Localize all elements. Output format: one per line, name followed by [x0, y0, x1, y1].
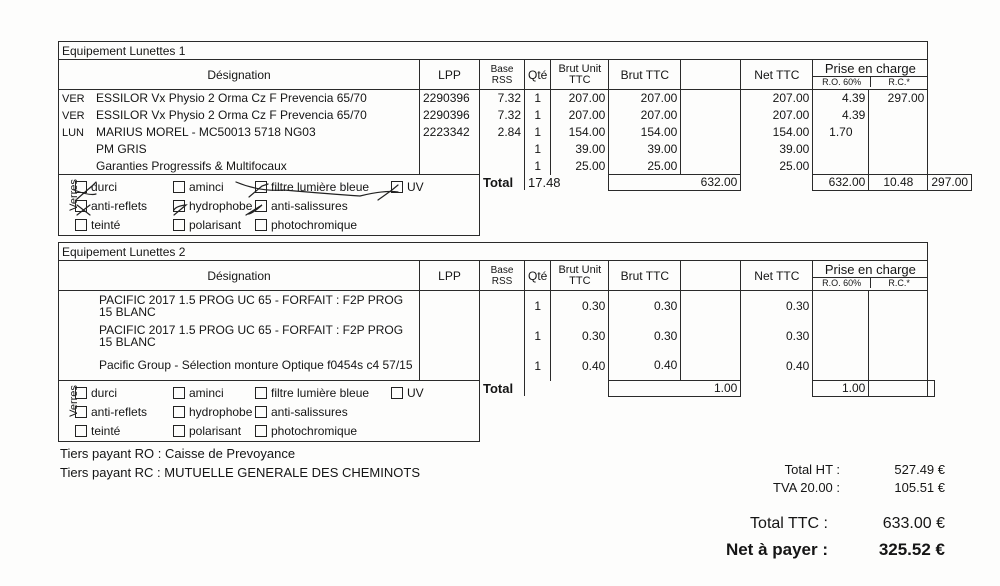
- row-ro: 4.39: [813, 107, 869, 124]
- row-ro: [813, 158, 869, 175]
- table-row: [59, 351, 935, 381]
- qte-header: Qté: [525, 261, 551, 291]
- rc-header: R.C.*: [888, 77, 910, 87]
- row-brut: 0.40: [609, 351, 681, 381]
- row-lpp: 2223342: [420, 124, 480, 141]
- row-ro: 4.39: [813, 90, 869, 107]
- checkbox-hydrophobe[interactable]: [173, 200, 185, 212]
- row-rc: [869, 107, 928, 124]
- option-anti-reflets[interactable]: anti-reflets: [75, 199, 173, 213]
- row-brut: 207.00: [609, 107, 681, 124]
- base-rss-header: Base RSS: [480, 60, 525, 90]
- equipement-1-table: [58, 41, 972, 236]
- brut-ttc-header: Brut TTC: [609, 60, 681, 90]
- checkbox-filtre[interactable]: [255, 181, 267, 193]
- option-teinte[interactable]: teinté: [75, 218, 173, 232]
- lpp-header: LPP: [420, 261, 480, 291]
- row-qte: 1: [525, 90, 551, 107]
- row-base: [480, 158, 525, 175]
- net-a-payer-value: 325.52 €: [878, 540, 945, 559]
- table-row: [59, 124, 972, 141]
- row-ro: 1.70: [813, 124, 869, 141]
- option-filtre-lumiere-bleue[interactable]: filtre lumière bleue: [255, 180, 391, 194]
- checkbox-polarisant[interactable]: [173, 219, 185, 231]
- checkbox-anti-salissures[interactable]: [255, 406, 267, 418]
- checkbox-uv[interactable]: [391, 181, 403, 193]
- checkbox-aminci[interactable]: [173, 181, 185, 193]
- total-net: 632.00: [813, 175, 869, 191]
- table-row: [59, 321, 935, 351]
- row-designation: Pacific Group - Sélection monture Optique f0454s c4 57/15: [59, 351, 420, 381]
- designation-header: Désignation: [59, 261, 420, 291]
- checkbox-teinte[interactable]: [75, 219, 87, 231]
- empty-header: [681, 261, 741, 291]
- row-base: 7.32: [480, 107, 525, 124]
- tiers-payant-rc: Tiers payant RC : MUTUELLE GENERALE DES CHEMINOTS: [60, 465, 420, 480]
- row-code: VER: [62, 110, 85, 122]
- lpp-header: LPP: [420, 60, 480, 90]
- ro-header: R.O. 60%: [813, 278, 871, 288]
- row-rc: [869, 141, 928, 158]
- empty-header: [681, 60, 741, 90]
- row-designation: Garanties Progressifs & Multifocaux: [96, 158, 287, 173]
- total-label: Total: [483, 380, 514, 396]
- total-ht-label: Total HT :: [784, 462, 840, 477]
- option-polarisant[interactable]: polarisant: [173, 424, 255, 438]
- row-net: 0.30: [741, 321, 813, 351]
- row-designation: PM GRIS: [96, 142, 147, 156]
- row-net: 207.00: [741, 107, 813, 124]
- option-photochromique[interactable]: photochromique: [255, 218, 357, 232]
- row-code: VER: [62, 93, 85, 106]
- equipement-2-table: [58, 242, 935, 442]
- checkbox-polarisant[interactable]: [173, 425, 185, 437]
- row-base: 2.84: [480, 124, 525, 141]
- row-rc: [869, 124, 928, 141]
- row-unit: 0.30: [551, 321, 609, 351]
- table-row: [59, 90, 972, 107]
- equipement-1-title: Equipement Lunettes 1: [59, 42, 928, 60]
- checkbox-anti-reflets[interactable]: [75, 200, 87, 212]
- checkbox-photochromique[interactable]: [255, 219, 267, 231]
- row-lpp: 2290396: [420, 90, 480, 107]
- table-row: [59, 158, 972, 175]
- net-ttc-header: Net TTC: [741, 261, 813, 291]
- option-filtre-lumiere-bleue[interactable]: filtre lumière bleue: [255, 386, 391, 400]
- verres-label: Verres: [67, 179, 80, 211]
- checkbox-aminci[interactable]: [173, 387, 185, 399]
- row-brut: 39.00: [609, 141, 681, 158]
- checkbox-filtre[interactable]: [255, 387, 267, 399]
- checkbox-hydrophobe[interactable]: [173, 406, 185, 418]
- row-brut: 0.30: [609, 321, 681, 351]
- row-qte: 1: [525, 124, 551, 141]
- tva-value: 105.51 €: [894, 480, 945, 495]
- row-lpp: 2290396: [420, 107, 480, 124]
- brut-unit-header: Brut Unit TTC: [551, 60, 609, 90]
- total-ro: 10.48: [869, 175, 928, 191]
- row-qte: 1: [525, 291, 551, 321]
- verres-label: Verres: [67, 385, 80, 417]
- option-anti-salissures[interactable]: anti-salissures: [255, 199, 348, 213]
- checkbox-teinte[interactable]: [75, 425, 87, 437]
- row-lpp: [420, 158, 480, 175]
- brut-ttc-header: Brut TTC: [609, 261, 681, 291]
- total-net: 1.00: [813, 381, 869, 397]
- checkbox-photochromique[interactable]: [255, 425, 267, 437]
- row-unit: 154.00: [551, 124, 609, 141]
- row-rc: 297.00: [869, 90, 928, 107]
- option-anti-salissures[interactable]: anti-salissures: [255, 405, 348, 419]
- checkbox-uv[interactable]: [391, 387, 403, 399]
- verres-options: [59, 175, 480, 236]
- option-anti-reflets[interactable]: anti-reflets: [75, 405, 173, 419]
- row-brut: 25.00: [609, 158, 681, 175]
- equipement-2-title: Equipement Lunettes 2: [59, 243, 928, 261]
- prise-en-charge-header: [813, 60, 928, 90]
- option-polarisant[interactable]: polarisant: [173, 218, 255, 232]
- prise-en-charge-title: Prise en charge: [813, 62, 927, 77]
- ro-header: R.O. 60%: [813, 77, 871, 87]
- prise-en-charge-header: [813, 261, 928, 291]
- checkbox-durci[interactable]: [75, 181, 87, 193]
- option-durci[interactable]: durci: [75, 180, 173, 194]
- net-a-payer-label: Net à payer :: [725, 540, 828, 559]
- total-ttc-label: Total TTC :: [750, 515, 828, 532]
- designation-header: Désignation: [59, 60, 420, 90]
- option-hydrophobe[interactable]: hydrophobe: [173, 405, 255, 419]
- row-designation: PACIFIC 2017 1.5 PROG UC 65 - FORFAIT : F2P PROG 15 BLANC: [59, 291, 420, 321]
- total-rc: 297.00: [928, 175, 972, 191]
- total-brut: 632.00: [681, 175, 741, 191]
- checkbox-anti-reflets[interactable]: [75, 406, 87, 418]
- table-row: [59, 107, 972, 124]
- row-unit: 0.40: [551, 351, 609, 381]
- rc-header: R.C.*: [888, 278, 910, 288]
- row-net: 154.00: [741, 124, 813, 141]
- row-lpp: [420, 141, 480, 158]
- total-ht-value: 527.49 €: [894, 462, 945, 477]
- row-base: 7.32: [480, 90, 525, 107]
- option-photochromique[interactable]: photochromique: [255, 424, 357, 438]
- row-unit: 25.00: [551, 158, 609, 175]
- option-durci[interactable]: durci: [75, 386, 173, 400]
- equipement-2-rows: [59, 291, 935, 381]
- row-qte: 1: [525, 321, 551, 351]
- equipement-2-total-row: [59, 381, 935, 397]
- row-unit: 0.30: [551, 291, 609, 321]
- row-rc: [869, 158, 928, 175]
- row-net: 25.00: [741, 158, 813, 175]
- row-designation: ESSILOR Vx Physio 2 Orma Cz F Prevencia 65/70: [96, 91, 367, 106]
- row-ro: [813, 141, 869, 158]
- option-uv[interactable]: UV: [391, 386, 424, 400]
- row-qte: 1: [525, 141, 551, 158]
- prise-en-charge-title: Prise en charge: [813, 263, 927, 278]
- option-hydrophobe[interactable]: hydrophobe: [173, 199, 255, 213]
- tiers-payant-ro: Tiers payant RO : Caisse de Prevoyance: [60, 446, 296, 461]
- row-brut: 0.30: [609, 291, 681, 321]
- option-teinte[interactable]: teinté: [75, 424, 173, 438]
- row-net: 0.40: [741, 351, 813, 381]
- option-aminci[interactable]: aminci: [173, 180, 255, 194]
- total-brut: 1.00: [681, 381, 741, 397]
- total-base: 17.48: [525, 175, 609, 191]
- equipement-1-rows: [59, 90, 972, 175]
- total-label: Total: [483, 174, 514, 190]
- option-aminci[interactable]: aminci: [173, 386, 255, 400]
- row-brut: 154.00: [609, 124, 681, 141]
- checkbox-durci[interactable]: [75, 387, 87, 399]
- total-ttc-value: 633.00 €: [882, 515, 945, 532]
- row-designation: PACIFIC 2017 1.5 PROG UC 65 - FORFAIT : F2P PROG 15 BLANC: [59, 321, 420, 351]
- row-code: LUN: [62, 127, 85, 139]
- qte-header: Qté: [525, 60, 551, 90]
- row-net: 207.00: [741, 90, 813, 107]
- row-net: 0.30: [741, 291, 813, 321]
- net-ttc-header: Net TTC: [741, 60, 813, 90]
- verres-options: [59, 381, 480, 442]
- row-designation: MARIUS MOREL - MC50013 5718 NG03: [96, 125, 316, 139]
- equipement-1-total-row: [59, 175, 972, 191]
- row-net: 39.00: [741, 141, 813, 158]
- row-qte: 1: [525, 158, 551, 175]
- row-unit: 207.00: [551, 90, 609, 107]
- option-uv[interactable]: UV: [391, 180, 424, 194]
- row-unit: 207.00: [551, 107, 609, 124]
- table-row: [59, 141, 972, 158]
- checkbox-anti-salissures[interactable]: [255, 200, 267, 212]
- row-qte: 1: [525, 351, 551, 381]
- brut-unit-header: Brut Unit TTC: [551, 261, 609, 291]
- table-row: [59, 291, 935, 321]
- row-base: [480, 141, 525, 158]
- row-brut: 207.00: [609, 90, 681, 107]
- base-rss-header: Base RSS: [480, 261, 525, 291]
- tva-label: TVA 20.00 :: [773, 480, 840, 495]
- row-unit: 39.00: [551, 141, 609, 158]
- row-designation: ESSILOR Vx Physio 2 Orma Cz F Prevencia 65/70: [96, 108, 367, 122]
- row-qte: 1: [525, 107, 551, 124]
